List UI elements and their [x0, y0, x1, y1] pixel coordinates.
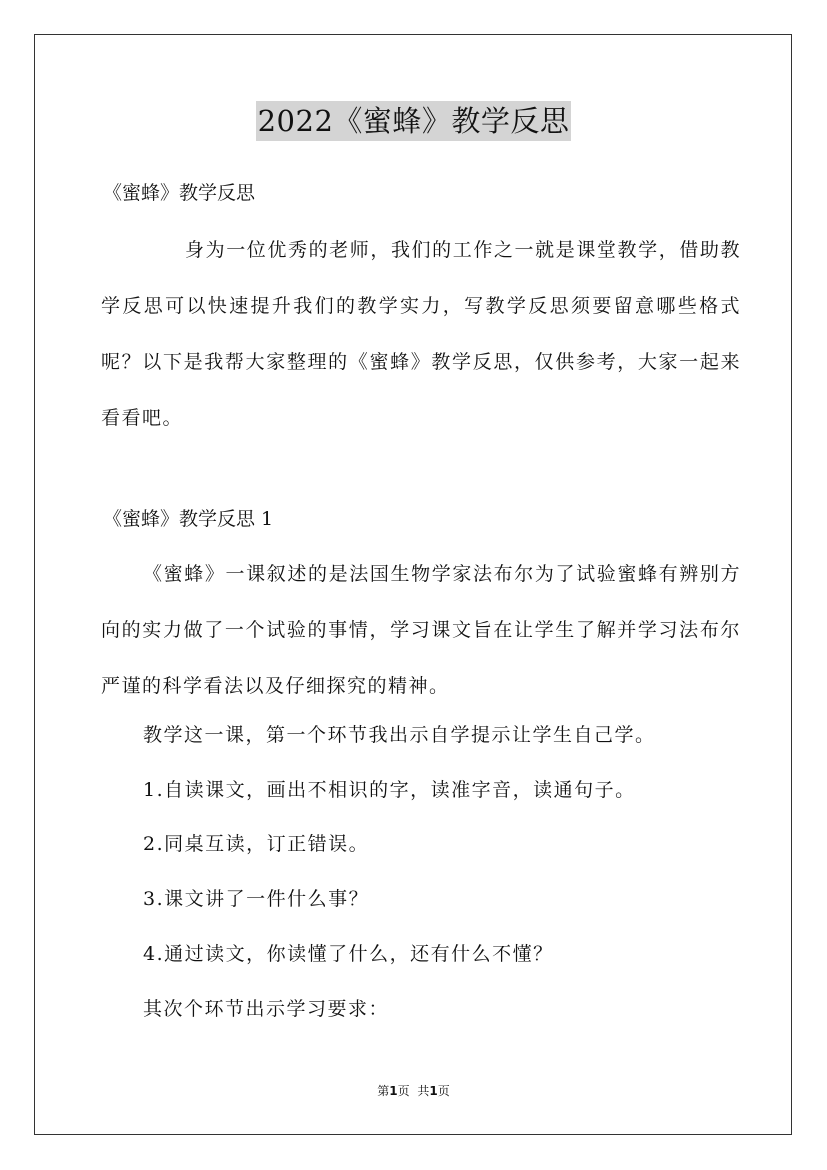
footer-page-total: 1: [429, 1084, 438, 1098]
page-footer: [0, 1083, 827, 1099]
footer-page-current: 1: [389, 1084, 398, 1098]
footer-total-prefix: 共: [417, 1084, 430, 1098]
teaching-intro-line: 教学这一课，第一个环节我出示自学提示让学生自己学。: [143, 724, 656, 746]
footer-page-suffix: 页: [397, 1084, 410, 1098]
footer-page-prefix: 第: [377, 1084, 390, 1098]
list-item-1: 1.自读课文，画出不相识的字，读准字音，读通句子。: [143, 779, 636, 801]
document-title: 2022《蜜蜂》教学反思: [256, 101, 572, 141]
title-container: [0, 101, 827, 141]
section1-paragraph: 《蜜蜂》一课叙述的是法国生物学家法布尔为了试验蜜蜂有辨别方向的实力做了一个试验的事情，学习课文旨在让学生了解并学习法布尔严谨的科学看法以及仔细探究的精神。: [101, 563, 741, 697]
second-step-line: 其次个环节出示学习要求：: [143, 998, 390, 1020]
intro-paragraph: 身为一位优秀的老师，我们的工作之一就是课堂教学，借助教学反思可以快速提升我们的教学实力，写教学反思须要留意哪些格式呢？以下是我帮大家整理的《蜜蜂》教学反思，仅供参考，大家一起来看看吧。: [101, 239, 741, 429]
section1-heading: 《蜜蜂》教学反思 1: [103, 508, 274, 530]
footer-total-suffix: 页: [437, 1084, 450, 1098]
subheading-main: 《蜜蜂》教学反思: [103, 182, 256, 204]
list-item-4: 4.通过读文，你读懂了什么，还有什么不懂？: [143, 943, 554, 965]
list-item-3: 3.课文讲了一件什么事？: [143, 888, 370, 910]
list-item-2: 2.同桌互读，订正错误。: [143, 833, 370, 855]
